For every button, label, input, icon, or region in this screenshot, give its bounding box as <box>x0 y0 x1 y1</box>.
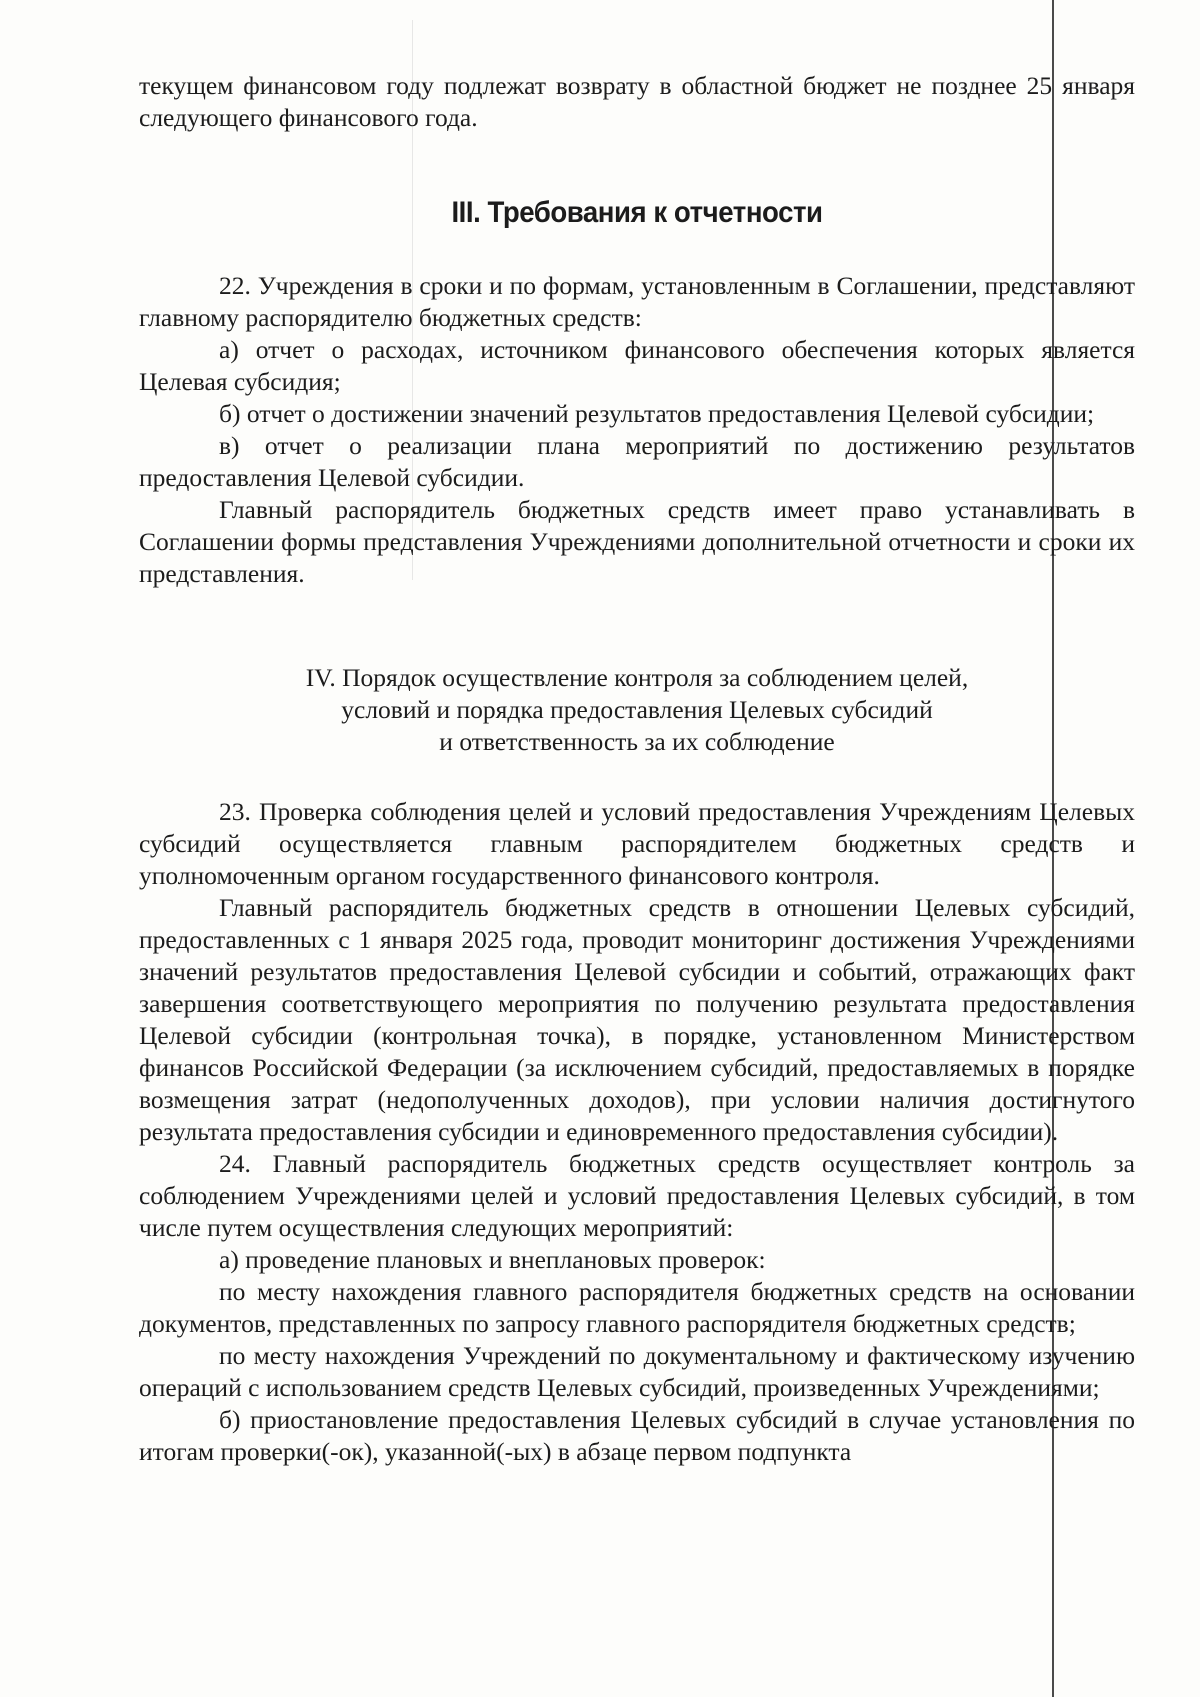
section-3-title: III. Требования к отчетности <box>451 196 823 229</box>
paragraph-24b: б) приостановление предоставления Целевых субсидий в случае установления по итогам проверки(-ок), указанной(-ых) в абзаце первом подпункта <box>139 1405 1135 1466</box>
section-4-title-line-2: условий и порядка предоставления Целевых субсидий <box>341 695 933 724</box>
paragraph-22: 22. Учреждения в сроки и по формам, установленным в Соглашении, представляют главному распорядителю бюджетных средств: <box>139 271 1135 332</box>
paragraph-23: 23. Проверка соблюдения целей и условий предоставления Учреждениям Целевых субсидий осуществляется главным распорядителем бюджетных средств и уполномоченным органом государственного финансового контроля. <box>139 797 1135 890</box>
paragraph-24: 24. Главный распорядитель бюджетных средств осуществляет контроль за соблюдением Учреждениями целей и условий предоставления Целевых субсидий, в том числе путем осуществления следующих мероприятий: <box>139 1149 1135 1242</box>
section-4-title <box>139 662 1135 758</box>
paragraph-22b: б) отчет о достижении значений результатов предоставления Целевой субсидии; <box>219 399 1095 428</box>
paragraph-22c: в) отчет о реализации плана мероприятий по достижению результатов предоставления Целевой субсидии. <box>139 431 1135 492</box>
paragraph-24a2: по месту нахождения Учреждений по документальному и фактическому изучению операций с использованием средств Целевых субсидий, произведенных Учреждениями; <box>139 1341 1135 1402</box>
paragraph-22a: а) отчет о расходах, источником финансового обеспечения которых является Целевая субсидия; <box>139 335 1135 396</box>
section-4-title-line-1: IV. Порядок осуществление контроля за соблюдением целей, <box>305 663 969 692</box>
paragraph-22d: Главный распорядитель бюджетных средств имеет право устанавливать в Соглашении формы представления Учреждениями дополнительной отчетности и сроки их представления. <box>139 495 1135 588</box>
paragraph-23b: Главный распорядитель бюджетных средств в отношении Целевых субсидий, предоставленных с 1 января 2025 года, проводит мониторинг достижения Учреждениями значений результатов предоставления Целевой субсидии и событий, отражающих факт завершения соответствующего мероприятия по получению результата предоставления Целевой субсидии (контрольная точка), в порядке, установленном Министерством финансов Российской Федерации (за исключением субсидий, предоставляемых в порядке возмещения затрат (недополученных доходов), при условии наличия достигнутого результата предоставления субсидии и единовременного предоставления субсидии). <box>139 893 1135 1146</box>
paragraph-24a: а) проведение плановых и внеплановых проверок: <box>219 1245 766 1274</box>
intro-paragraph: текущем финансовом году подлежат возврату в областной бюджет не позднее 25 января следующего финансового года. <box>139 71 1135 132</box>
section-4-title-line-3: и ответственность за их соблюдение <box>439 727 835 756</box>
paragraph-24a1: по месту нахождения главного распорядителя бюджетных средств на основании документов, представленных по запросу главного распорядителя бюджетных средств; <box>139 1277 1135 1338</box>
document-body <box>139 70 1135 1468</box>
